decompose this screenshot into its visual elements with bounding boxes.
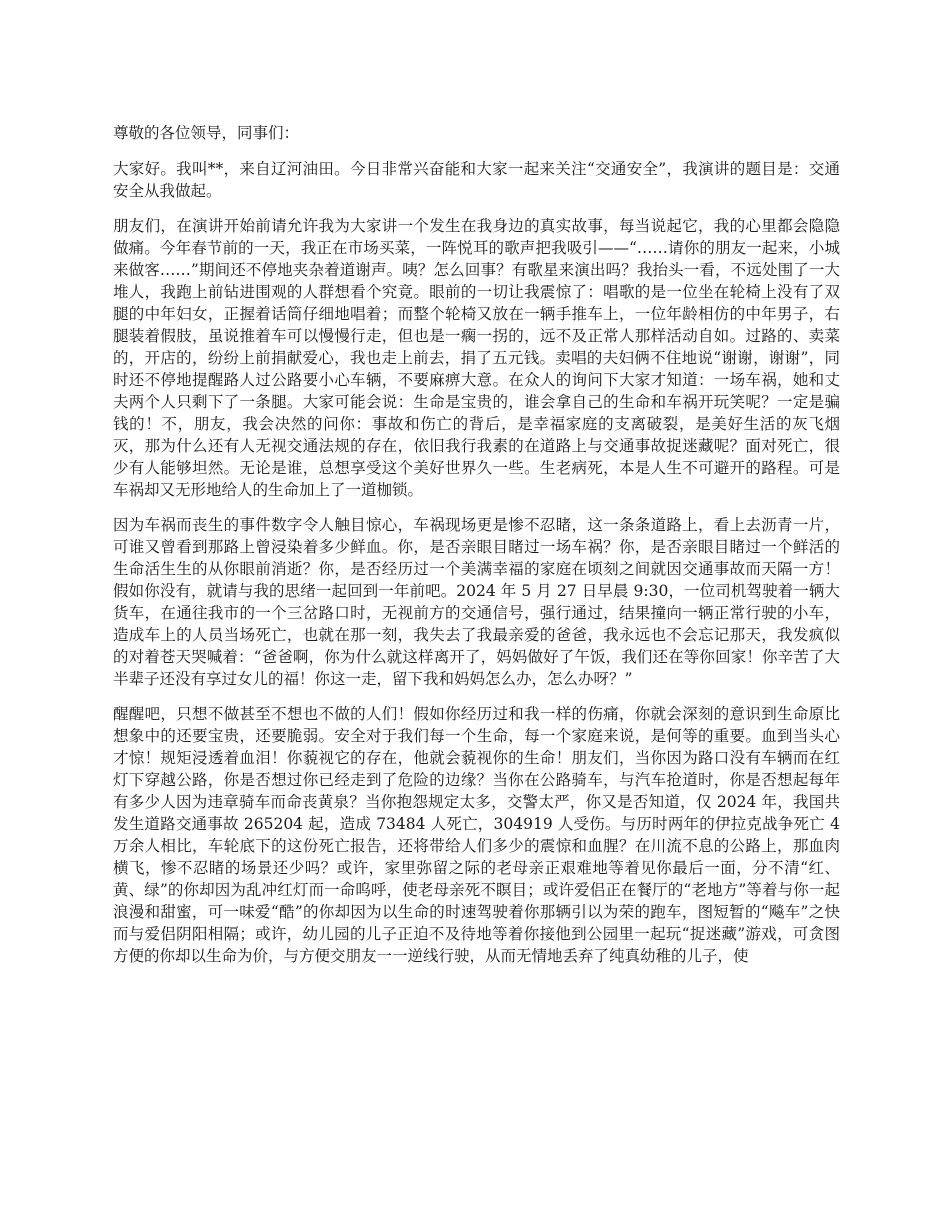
greeting-line: 尊敬的各位领导，同事们： xyxy=(113,124,300,142)
paragraph-story: 朋友们，在演讲开始前请允许我为大家讲一个发生在我身边的真实故事，每当说起它，我的心里都会隐隐做痛。今年春节前的一天，我正在市场买菜，一阵悦耳的歌声把我吸引——“……请你的朋友一起来，小城来做客……”期间还不停地夹杂着道谢声。咦？怎么回事？有歌星来演出吗？我抬头一看，不远处围了一大堆人，我跑上前钻进围观的人群想看个究竟。眼前的一切让我震惊了：唱歌的是一位坐在轮椅上没有了双腿的中年妇女，正握着话筒仔细地唱着；而整个轮椅又放在一辆手推车上，一位年龄相仿的中年男子，右腿装着假肢，虽说推着车可以慢慢行走，但也是一瘸一拐的，远不及正常人那样活动自如。过路的、卖菜的，开店的，纷纷上前捐献爱心，我也走上前去，捐了五元钱。卖唱的夫妇俩不住地说“谢谢，谢谢”，同时还不停地提醒路人过公路要小心车辆，不要麻痹大意。在众人的询问下大家才知道：一场车祸，她和丈夫两个人只剩下了一条腿。大家可能会说：生命是宝贵的，谁会拿自己的生命和车祸开玩笑呢？一定是骗钱的！不，朋友，我会决然的问你：事故和伤亡的背后，是幸福家庭的支离破裂，是美好生活的灰飞烟灭，那为什么还有人无视交通法规的存在，依旧我行我素的在道路上与交通事故捉迷藏呢？面对死亡，很少有人能够坦然。无论是谁，总想享受这个美好世界久一些。生老病死，本是人生不可避开的路程。可是车祸却又无形地给人的生命加上了一道枷锁。 xyxy=(113,217,840,499)
paragraph-intro: 大家好。我叫**，来自辽河油田。今日非常兴奋能和大家一起来关注“交通安全”，我演讲的题目是：交通安全从我做起。 xyxy=(113,160,840,200)
document-page xyxy=(113,122,840,980)
paragraph-wake-up: 醒醒吧，只想不做甚至不想也不做的人们！假如你经历过和我一样的伤痛，你就会深刻的意识到生命原比想象中的还要宝贵，还要脆弱。安全对于我们每一个生命，每一个家庭来说，是何等的重要。血到当头心才惊！规矩浸透着血泪！你藐视它的存在，他就会藐视你的生命！朋友们，当你因为路口没有车辆而在红灯下穿越公路，你是否想过你已经走到了危险的边缘？当你在公路骑车，与汽车抢道时，你是否想起每年有多少人因为违章骑车而命丧黄泉？当你抱怨规定太多，交警太严，你又是否知道，仅 2024 年，我国共发生道路交通事故 265204 起，造成 73484 人死亡，304919 人受伤。与历时两年的伊拉克战争死亡 4 万余人相比，车轮底下的这份死亡报告，还将带给人们多少的震惊和血腥？在川流不息的公路上，那血肉横飞，惨不忍睹的场景还少吗？或许，家里弥留之际的老母亲正艰难地等着见你最后一面，分不清“红、黄、绿”的你却因为乱冲红灯而一命呜呼，使老母亲死不瞑目；或许爱侣正在餐厅的“老地方”等着与你一起浪漫和甜蜜，可一味爱“酷”的你却因为以生命的时速驾驶着你那辆引以为荣的跑车，图短暂的“飚车”之快而与爱侣阴阳相隔；或许，幼儿园的儿子正迫不及待地等着你接他到公园里一起玩“捉迷藏”游戏，可贪图方便的你却以生命为价，与方便交朋友一一逆线行驶，从而无情地丢弃了纯真幼稚的儿子，使 xyxy=(113,705,840,965)
paragraph-accident: 因为车祸而丧生的事件数字令人触目惊心，车祸现场更是惨不忍睹，这一条条道路上，看上去沥青一片，可谁又曾看到那路上曾浸染着多少鲜血。你，是否亲眼目睹过一场车祸？你，是否亲眼目睹过一个鲜活的生命活生生的从你眼前消逝？你，是否经历过一个美满幸福的家庭在顷刻之间就因交通事故而天隔一方！假如你没有，就请与我的思绪一起回到一年前吧。2024 年 5 月 27 日早晨 9:30，一位司机驾驶着一辆大货车，在通往我市的一个三岔路口时，无视前方的交通信号，强行通过，结果撞向一辆正常行驶的小车，造成车上的人员当场死亡，也就在那一刻，我失去了我最亲爱的爸爸，我永远也不会忘记那天，我发疯似的对着苍天哭喊着：“爸爸啊，你为什么就这样离开了，妈妈做好了午饭，我们还在等你回家！你辛苦了大半辈子还没有享过女儿的福！你这一走，留下我和妈妈怎么办，怎么办呀？” xyxy=(113,516,840,688)
